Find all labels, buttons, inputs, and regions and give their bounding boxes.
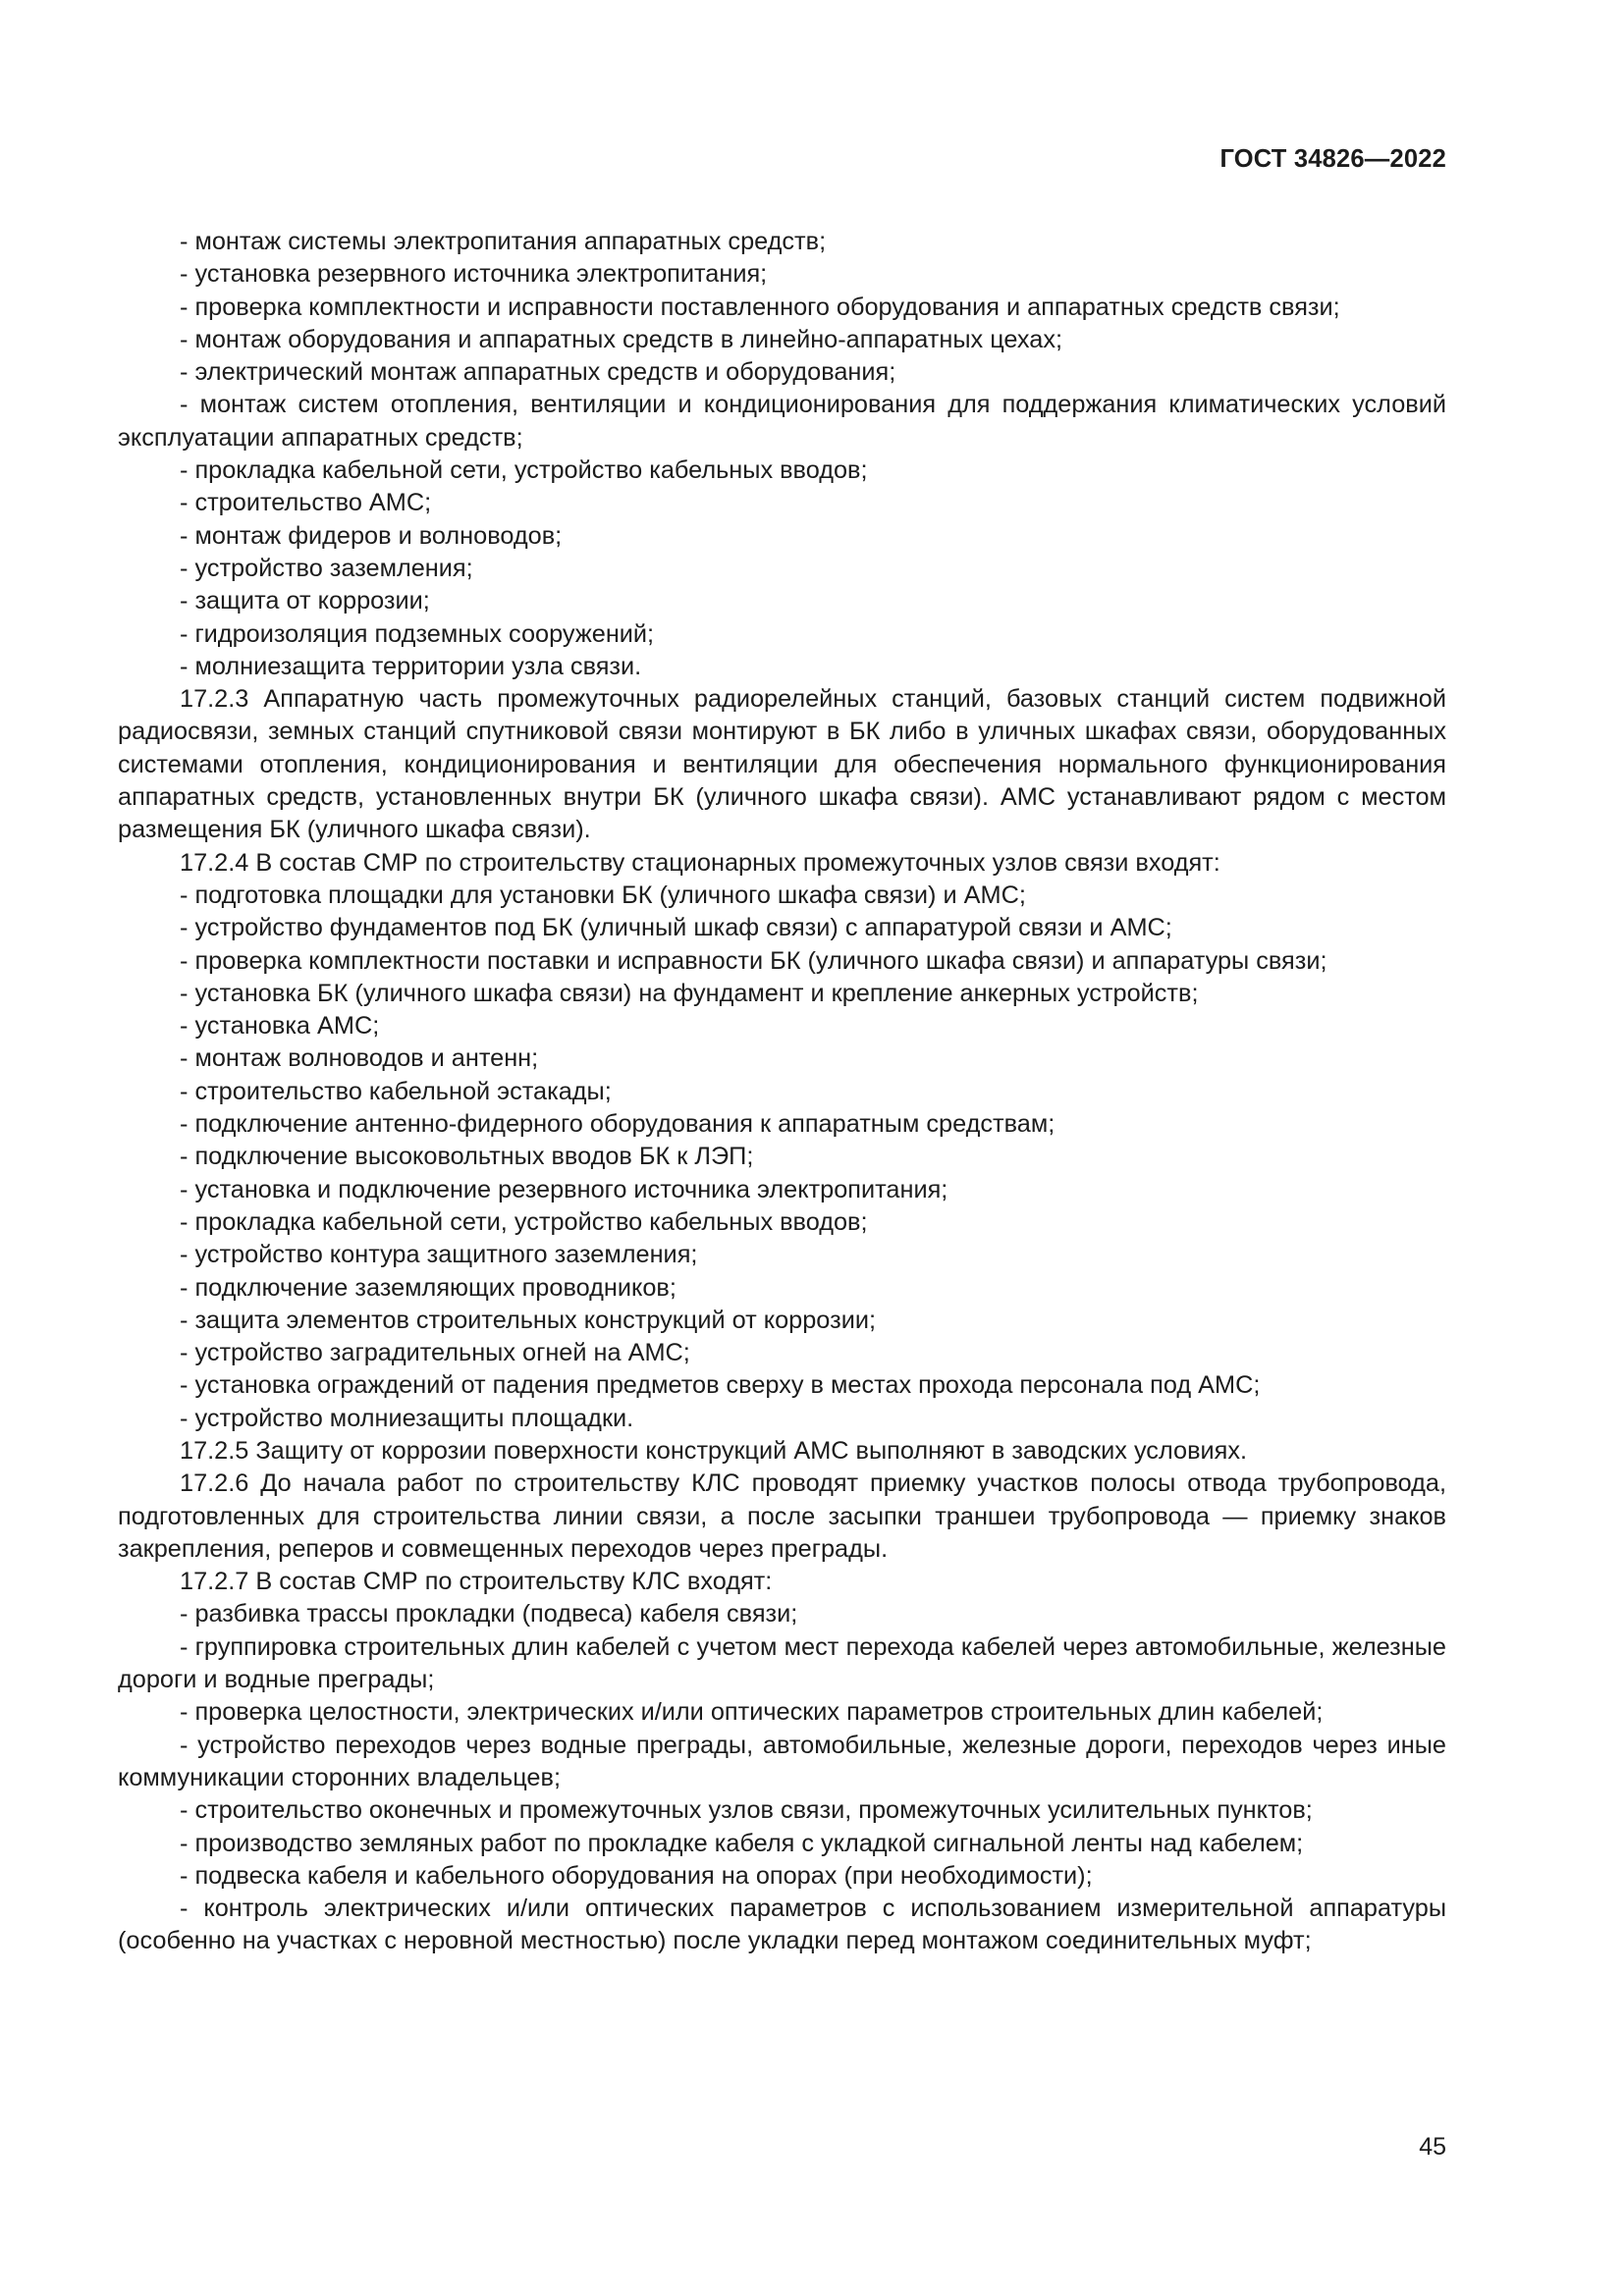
paragraph: 17.2.3 Аппаратную часть промежуточных радиорелейных станций, базовых станций систем подвижной радиосвязи, земных станций спутниковой связи монтируют в БК либо в уличных шкафах связи, оборудованных системами отопления, кондиционирования и вентиляции для обеспечения нормального функционирования аппаратных средств, установленных внутри БК (уличного шкафа связи). АМС устанавливают рядом с местом размещения БК (уличного шкафа связи). — [118, 685, 1446, 844]
paragraph: - прокладка кабельной сети, устройство кабельных вводов; — [180, 456, 868, 485]
paragraph: - установка резервного источника электропитания; — [180, 260, 768, 289]
paragraph: - устройство контура защитного заземления; — [180, 1241, 698, 1269]
paragraph: - подключение антенно-фидерного оборудования к аппаратным средствам; — [180, 1110, 1056, 1139]
document-body — [118, 226, 1446, 1958]
paragraph: - монтаж оборудования и аппаратных средств в линейно-аппаратных цехах; — [180, 325, 1063, 353]
paragraph: 17.2.6 До начала работ по строительству КЛС проводят приемку участков полосы отвода трубопровода, подготовленных для строительства линии связи, а после засыпки траншеи трубопровода — приемку знаков закрепления, реперов и совмещенных переходов через преграды. — [118, 1469, 1446, 1563]
paragraph: 17.2.7 В состав СМР по строительству КЛС входят: — [180, 1568, 773, 1596]
paragraph: - подключение заземляющих проводников; — [180, 1273, 677, 1302]
paragraph: - производство земляных работ по прокладке кабеля с укладкой сигнальной ленты над кабелем; — [180, 1829, 1304, 1857]
paragraph: - группировка строительных длин кабелей с учетом мест перехода кабелей через автомобильные, железные дороги и водные преграды; — [118, 1632, 1446, 1694]
paragraph: - монтаж системы электропитания аппаратных средств; — [180, 228, 827, 255]
paragraph: - строительство кабельной эстакады; — [180, 1077, 612, 1105]
document-header: ГОСТ 34826—2022 — [1219, 145, 1446, 173]
paragraph: - установка БК (уличного шкафа связи) на фундамент и крепление анкерных устройств; — [180, 979, 1199, 1007]
paragraph: - проверка комплектности и исправности поставленного оборудования и аппаратных средств связи; — [180, 293, 1340, 321]
paragraph: - защита от коррозии; — [180, 587, 430, 615]
paragraph: - установка ограждений от падения предметов сверху в местах прохода персонала под АМС; — [180, 1371, 1261, 1400]
paragraph: - прокладка кабельной сети, устройство кабельных вводов; — [180, 1207, 868, 1236]
paragraph: - монтаж фидеров и волноводов; — [180, 521, 563, 550]
paragraph: - подвеска кабеля и кабельного оборудования на опорах (при необходимости); — [180, 1861, 1093, 1890]
paragraph: - защита элементов строительных конструкций от коррозии; — [180, 1306, 876, 1334]
paragraph: - электрический монтаж аппаратных средств и оборудования; — [180, 358, 896, 387]
paragraph: - гидроизоляция подземных сооружений; — [180, 619, 655, 648]
paragraph: - устройство заземления; — [180, 554, 473, 582]
paragraph: - установка АМС; — [180, 1012, 380, 1041]
paragraph: - строительство оконечных и промежуточных узлов связи, промежуточных усилительных пунктов; — [180, 1796, 1313, 1825]
paragraph: - монтаж волноводов и антенн; — [180, 1044, 539, 1073]
paragraph: - проверка целостности, электрических и/или оптических параметров строительных длин кабелей; — [180, 1698, 1324, 1727]
paragraph: - устройство молниезащиты площадки. — [180, 1404, 634, 1432]
paragraph: - проверка комплектности поставки и исправности БК (уличного шкафа связи) и аппаратуры связи; — [180, 946, 1327, 975]
paragraph: - строительство АМС; — [180, 489, 432, 517]
paragraph: 17.2.5 Защиту от коррозии поверхности конструкций АМС выполняют в заводских условиях. — [180, 1436, 1248, 1465]
paragraph: - разбивка трассы прокладки (подвеса) кабеля связи; — [180, 1600, 798, 1629]
paragraph: - молниезащита территории узла связи. — [180, 652, 642, 680]
paragraph: - установка и подключение резервного источника электропитания; — [180, 1175, 948, 1203]
paragraph: - подключение высоковольтных вводов БК к ЛЭП; — [180, 1143, 754, 1171]
page-number: 45 — [1419, 2133, 1446, 2161]
paragraph: - контроль электрических и/или оптических параметров с использованием измерительной аппаратуры (особенно на участках с неровной местностью) после укладки перед монтажом соединительных муфт; — [118, 1895, 1446, 1955]
paragraph: - устройство заградительных огней на АМС; — [180, 1339, 690, 1367]
paragraph: - устройство переходов через водные преграды, автомобильные, железные дороги, переходов через иные коммуникации сторонних владельцев; — [118, 1731, 1446, 1791]
paragraph: - монтаж систем отопления, вентиляции и кондиционирования для поддержания климатических условий эксплуатации аппаратных средств; — [118, 391, 1446, 452]
paragraph: - подготовка площадки для установки БК (уличного шкафа связи) и АМС; — [180, 881, 1026, 909]
paragraph: - устройство фундаментов под БК (уличный шкаф связи) с аппаратурой связи и АМС; — [180, 914, 1172, 942]
paragraph: 17.2.4 В состав СМР по строительству стационарных промежуточных узлов связи входят: — [180, 848, 1220, 877]
